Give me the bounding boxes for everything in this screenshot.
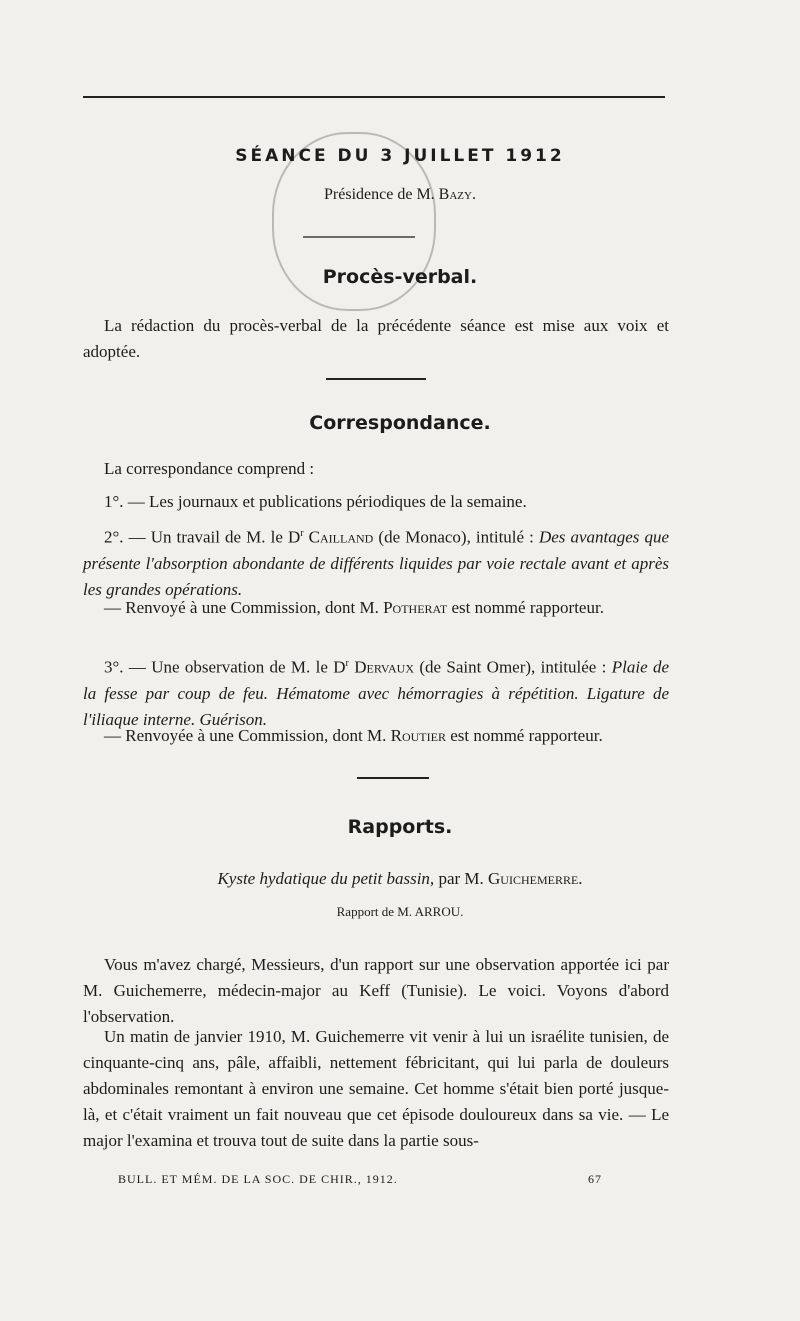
rapport-subtitle-by: par M. (434, 869, 489, 888)
item3-renvoi-start: — Renvoyée à une Commission, dont M. (104, 726, 391, 745)
correspondance-intro: La correspondance comprend : (104, 459, 315, 478)
correspondance-heading: Correspondance. (309, 412, 491, 434)
rapport-subtitle-title: Kyste hydatique du petit bassin, (217, 869, 435, 888)
correspondance-item-1: 1°. — Les journaux et publications périodiques de la semaine. (104, 492, 527, 511)
rapport-subtitle-author: Guichemerre. (488, 869, 583, 888)
correspondance-item-3 (83, 651, 669, 733)
item2-start: 2°. — Un travail de M. le D (104, 527, 301, 547)
correspondance-item-3-renvoi (83, 723, 669, 749)
item2-name: Cailland (308, 527, 374, 547)
item2-title: Des avantages que présente l'absorption abondante de différents liquides par voie rectale avant et après les grandes opérations. (83, 527, 670, 599)
item3-name: Dervaux (354, 657, 414, 677)
rapport-subtitle (0, 869, 800, 889)
item2-renvoi-name: Potherat (383, 598, 448, 617)
item3-start: 3°. — Une observation de M. le D (104, 657, 346, 677)
item3-title: Plaie de la fesse par coup de feu. Hématome avec hémorragies à répétition. Ligature de l'iliaque interne. Guérison. (83, 657, 670, 729)
item3-sup: r (345, 658, 349, 669)
proces-verbal-text: La rédaction du procès-verbal de la précédente séance est mise aux voix et adoptée. (83, 316, 669, 361)
correspondance-item-2 (83, 521, 669, 603)
footer-page-number: 67 (588, 1172, 602, 1186)
item2-renvoi-start: — Renvoyé à une Commission, dont M. (104, 598, 384, 617)
rapport-de: Rapport de M. ARROU. (336, 904, 464, 919)
item3-renvoi-name: Routier (390, 726, 446, 745)
rapports-heading: Rapports. (347, 816, 453, 838)
separator-2 (357, 777, 429, 779)
rapport-paragraph-2: Un matin de janvier 1910, M. Guichemerre vit venir à lui un israélite tunisien, de cinquante-cinq ans, pâle, affaibli, nettement fébricitant, qui lui parla de douleurs abdominales remontant à environ une semaine. Cet homme s'était bien porté jusque-là, et c'était vraiment un fait nouveau que cet épisode douloureux dans sa vie. — Le major l'examina et trouva tout de suite dans la partie sous- (83, 1027, 669, 1150)
proces-verbal-heading: Procès-verbal. (322, 266, 478, 288)
rapport-paragraph-1: Vous m'avez chargé, Messieurs, d'un rapport sur une observation apportée ici par M. Guichemerre, médecin-major au Keff (Tunisie). Le voici. Voyons d'abord l'observation. (83, 955, 669, 1026)
presidence-line (0, 186, 800, 204)
stamp-bar (303, 236, 415, 238)
item3-mid: (de Saint Omer), intitulée : (414, 657, 612, 677)
top-rule (83, 96, 665, 98)
presidence-name: Bazy. (438, 186, 476, 203)
seance-title: SÉANCE DU 3 JUILLET 1912 (235, 146, 565, 166)
item2-sup: r (300, 528, 304, 539)
footer-journal: BULL. ET MÉM. DE LA SOC. DE CHIR., 1912. (118, 1172, 398, 1186)
correspondance-item-2-renvoi (83, 595, 669, 621)
item3-renvoi-end: est nommé rapporteur. (445, 726, 603, 745)
item2-renvoi-end: est nommé rapporteur. (447, 598, 604, 617)
item2-mid: (de Monaco), intitulé : (373, 527, 539, 547)
separator-1 (326, 378, 426, 380)
presidence-prefix: Présidence de M. (324, 186, 435, 203)
